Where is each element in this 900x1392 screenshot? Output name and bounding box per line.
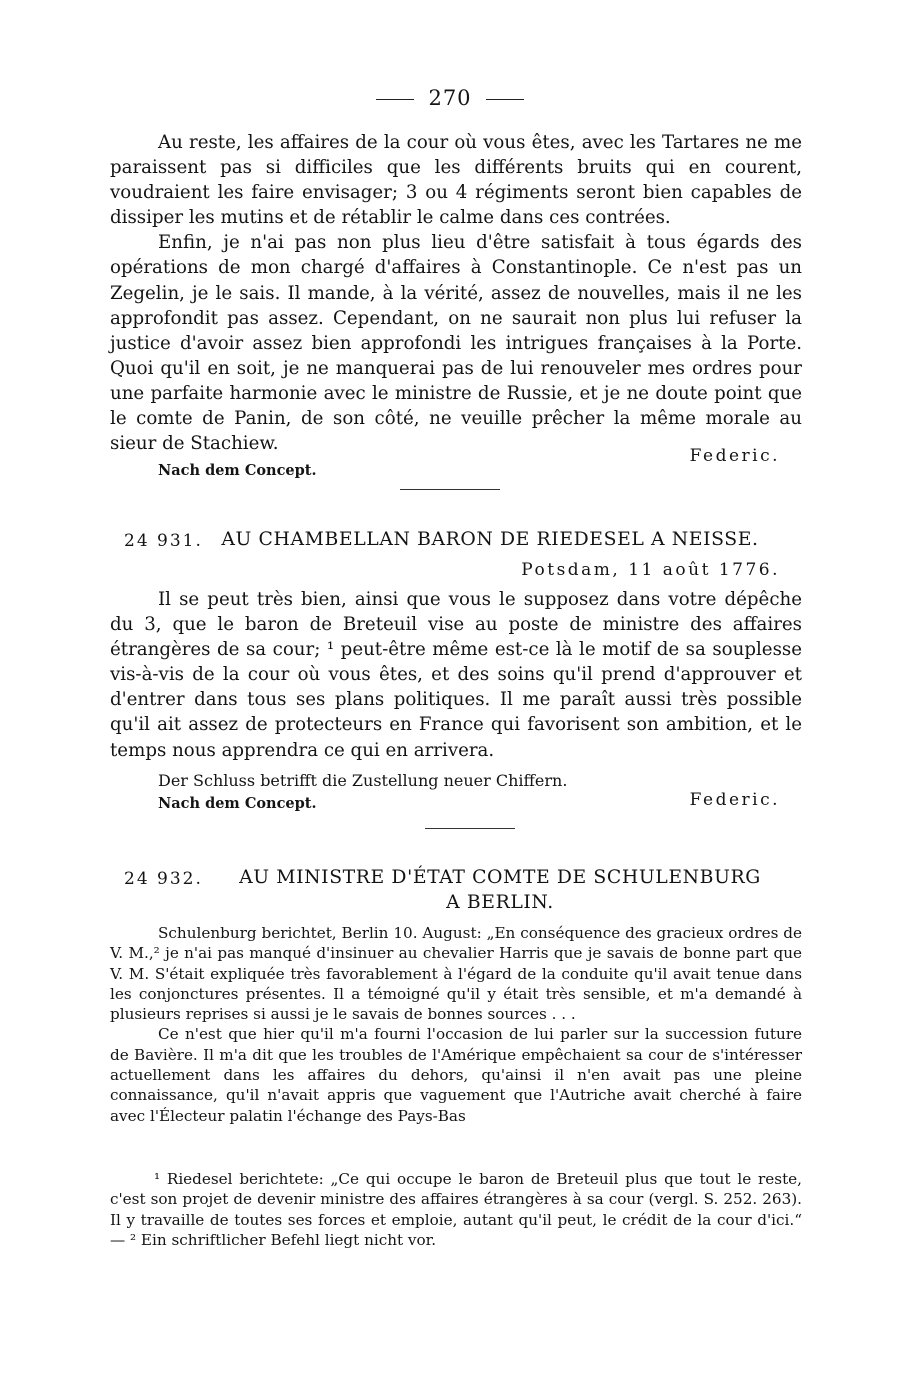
prev-letter-body (110, 130, 802, 456)
letter-title-24932-line2: A BERLIN. (446, 892, 554, 913)
prev-paragraph-1: Au reste, les affaires de la cour où vous êtes, avec les Tartares ne me paraissent pas si difficiles que les différents bruits qui en courent, voudraient les faire envisager; 3 ou 4 régiments seront bien capables de dissiper les mutins et de rétablir le calme dans ces contrées. (110, 132, 802, 229)
prev-paragraph-2: Enfin, je n'ai pas non plus lieu d'être satisfait à tous égards des opérations de mon chargé d'affaires à Constantinople. Ce n'est pas un Zegelin, je le sais. Il mande, à la vérité, assez de nouvelles, mais il ne les approfondit pas assez. Cependant, on ne saurait non plus lui refuser la justice d'avoir assez bien approfondi les intrigues françaises à la Porte. Quoi qu'il en soit, je ne manquerai pas de lui renouveler mes ordres pour une parfaite harmonie avec le ministre de Russie, et je ne doute point que le comte de Panin, de son côté, ne veuille prêcher la même morale au sieur de Stachiew. (110, 232, 802, 455)
footnotes (110, 1169, 802, 1250)
closing-note-24931: Der Schluss betrifft die Zustellung neuer Chiffern. (158, 771, 568, 790)
letter-number-24931: 24 931. (124, 531, 203, 551)
prev-signature: Federic. (689, 446, 780, 466)
divider-2 (425, 828, 515, 829)
prev-source-note: Nach dem Concept. (158, 462, 317, 479)
header-dash-left (376, 99, 414, 100)
place-date-24931: Potsdam, 11 août 1776. (521, 560, 780, 580)
letter-body-24931 (110, 587, 802, 763)
paragraph-24932-1: Schulenburg berichtet, Berlin 10. August: „En conséquence des gracieux ordres de V. M.,² je n'ai pas manqué d'insinuer au chevalier Harris que je savais de bonne part que V. M. S'était expliquée très favorablement à l'égard de la conduite qu'il avait tenue dans les conjonctures présentes. Il a témoigné qu'il y était très sensible, et m'a demandé à plusieurs reprises si aussi je le savais de bonnes sources . . . (110, 924, 802, 1024)
divider-1 (400, 489, 500, 490)
signature-24931: Federic. (689, 790, 780, 810)
page-number: 270 (428, 86, 472, 110)
footnote-text: ¹ Riedesel berichtete: „Ce qui occupe le baron de Breteuil plus que tout le reste, c'est son projet de devenir ministre des affaires étrangères à sa cour (vergl. S. 252. 263). Il y travaille de toutes ses forces et emploie, autant qu'il peut, le crédit de la cour d'ici.“ — ² Ein schriftlicher Befehl liegt nicht vor. (110, 1170, 802, 1249)
letter-title-24932-line1: AU MINISTRE D'ÉTAT COMTE DE SCHULENBURG (239, 867, 761, 888)
letter-number-24932: 24 932. (124, 869, 203, 889)
page-header (0, 86, 900, 110)
header-dash-right (486, 99, 524, 100)
letter-body-24932 (110, 923, 802, 1126)
letter-title-24931: AU CHAMBELLAN BARON DE RIEDESEL A NEISSE. (221, 529, 759, 550)
paragraph-24931: Il se peut très bien, ainsi que vous le supposez dans votre dépêche du 3, que le baron de Breteuil vise au poste de ministre des affaires étrangères de sa cour; ¹ peut-être même est-ce là le motif de sa souplesse vis-à-vis de la cour où vous êtes, et des soins qu'il prend d'approuver et d'entrer dans tous ses plans politiques. Il me paraît aussi très possible qu'il ait assez de protecteurs en France qui favorisent son ambition, et le temps nous apprendra ce qui en arrivera. (110, 589, 802, 761)
paragraph-24932-2: Ce n'est que hier qu'il m'a fourni l'occasion de lui parler sur la succession future de Bavière. Il m'a dit que les troubles de l'Amérique empêchaient sa cour de s'intéresser actuellement dans les affaires du dehors, qu'ainsi il n'en avait pas une pleine connaissance, qu'il n'avait appris que vaguement que l'Autriche avait cherché à faire avec l'Électeur palatin l'échange des Pays-Bas (110, 1025, 802, 1125)
source-note-24931: Nach dem Concept. (158, 795, 317, 812)
